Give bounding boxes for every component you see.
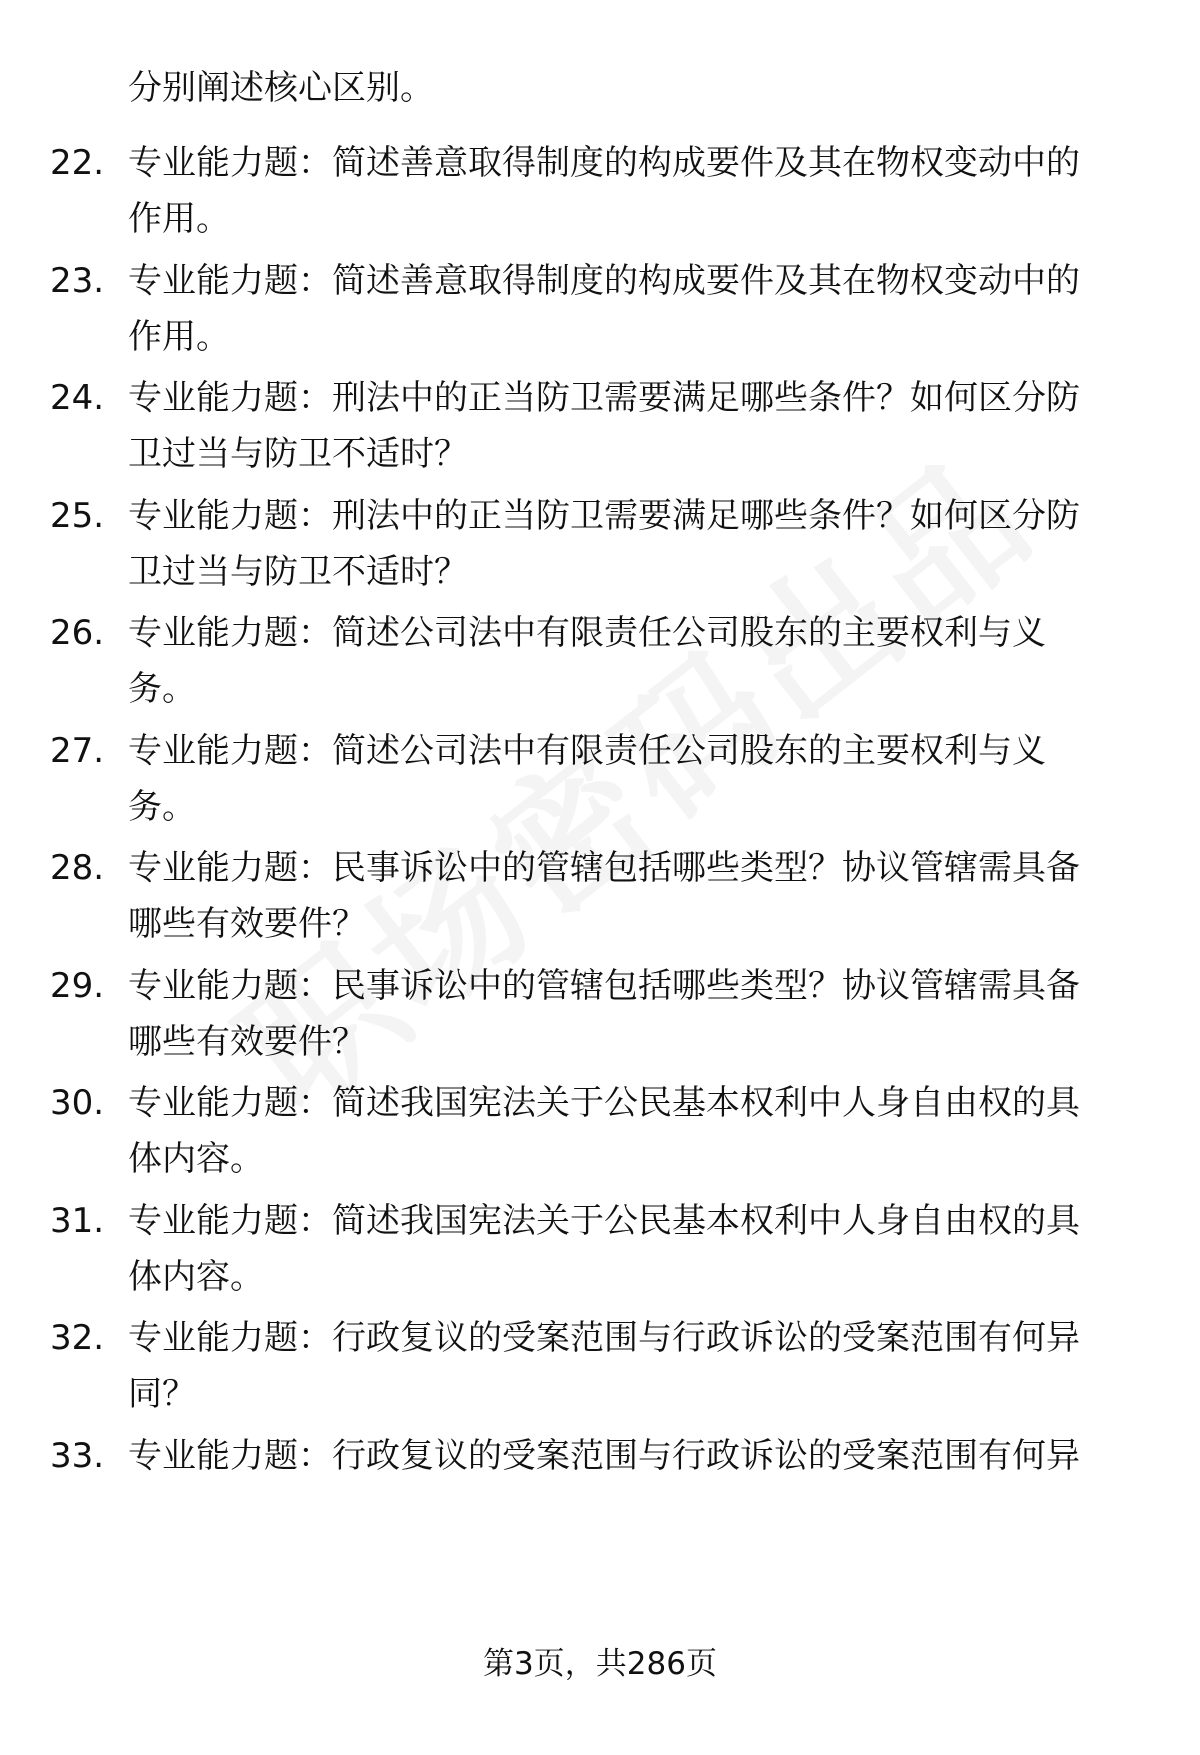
question-number: 22. [50, 143, 105, 183]
question-number: 23. [50, 261, 105, 301]
question-item [0, 135, 1200, 255]
question-item [0, 605, 1200, 725]
question-number: 27. [50, 731, 105, 771]
question-line: 同？ [128, 1374, 196, 1414]
question-number: 30. [50, 1083, 105, 1123]
question-line: 哪些有效要件？ [128, 904, 366, 944]
question-line: 专业能力题：简述善意取得制度的构成要件及其在物权变动中的 [128, 143, 1080, 183]
question-line: 务。 [128, 787, 196, 827]
question-item [0, 723, 1200, 843]
question-line: 专业能力题：刑法中的正当防卫需要满足哪些条件？如何区分防 [128, 378, 1080, 418]
question-item [0, 1075, 1200, 1195]
question-item [0, 1193, 1200, 1313]
question-item [0, 253, 1200, 373]
question-item [0, 370, 1200, 490]
question-line: 专业能力题：行政复议的受案范围与行政诉讼的受案范围有何异 [128, 1436, 1080, 1476]
question-item [0, 840, 1200, 960]
page-footer: 第3页，共286页 [483, 1646, 717, 1682]
question-text [128, 370, 1138, 482]
question-line: 专业能力题：刑法中的正当防卫需要满足哪些条件？如何区分防 [128, 496, 1080, 536]
question-number: 32. [50, 1318, 105, 1358]
question-item [0, 1310, 1200, 1430]
question-item [0, 1428, 1200, 1548]
question-line: 专业能力题：行政复议的受案范围与行政诉讼的受案范围有何异 [128, 1318, 1080, 1358]
question-text [128, 1428, 1138, 1484]
question-text [128, 723, 1138, 835]
question-text [128, 488, 1138, 600]
question-line: 专业能力题：民事诉讼中的管辖包括哪些类型？协议管辖需具备 [128, 966, 1080, 1006]
continuation-line: 分别阐述核心区别。 [128, 68, 434, 108]
question-line: 专业能力题：简述我国宪法关于公民基本权利中人身自由权的具 [128, 1201, 1080, 1241]
question-text [128, 840, 1138, 952]
question-number: 25. [50, 496, 105, 536]
question-line: 专业能力题：简述我国宪法关于公民基本权利中人身自由权的具 [128, 1083, 1080, 1123]
question-text [128, 605, 1138, 717]
question-line: 体内容。 [128, 1257, 264, 1297]
question-line: 体内容。 [128, 1139, 264, 1179]
question-line: 专业能力题：简述公司法中有限责任公司股东的主要权利与义 [128, 731, 1046, 771]
question-text [128, 1310, 1138, 1422]
question-line: 卫过当与防卫不适时？ [128, 552, 468, 592]
question-line: 作用。 [128, 317, 230, 357]
question-line: 务。 [128, 669, 196, 709]
question-number: 26. [50, 613, 105, 653]
question-item [0, 488, 1200, 608]
question-line: 专业能力题：民事诉讼中的管辖包括哪些类型？协议管辖需具备 [128, 848, 1080, 888]
question-item [0, 958, 1200, 1078]
question-number: 28. [50, 848, 105, 888]
question-line: 作用。 [128, 199, 230, 239]
question-number: 29. [50, 966, 105, 1006]
question-text [128, 135, 1138, 247]
question-text [128, 958, 1138, 1070]
question-number: 24. [50, 378, 105, 418]
question-line: 专业能力题：简述公司法中有限责任公司股东的主要权利与义 [128, 613, 1046, 653]
question-text [128, 253, 1138, 365]
question-text [128, 1193, 1138, 1305]
question-line: 哪些有效要件？ [128, 1022, 366, 1062]
question-line: 卫过当与防卫不适时？ [128, 434, 468, 474]
question-number: 33. [50, 1436, 105, 1476]
question-line: 专业能力题：简述善意取得制度的构成要件及其在物权变动中的 [128, 261, 1080, 301]
question-number: 31. [50, 1201, 105, 1241]
question-text [128, 1075, 1138, 1187]
